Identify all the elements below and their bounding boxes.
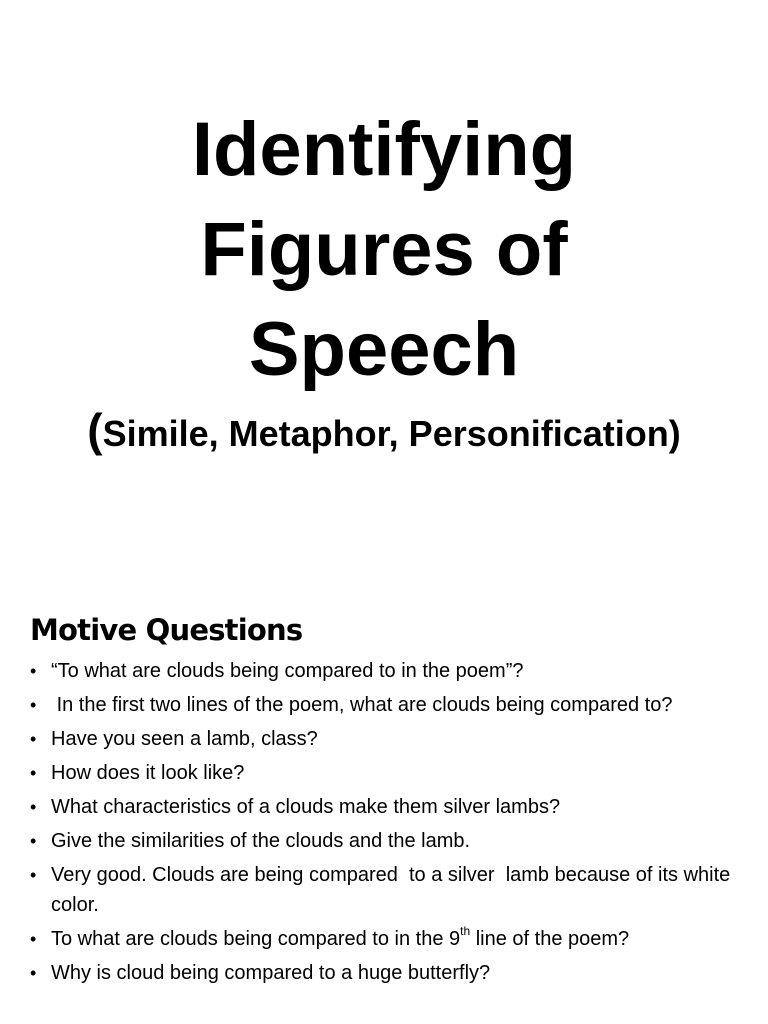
subtitle-text: Simile, Metaphor, Personification) [102, 413, 681, 454]
title-line-3: Speech [248, 307, 520, 392]
question-item [30, 656, 750, 686]
question-item [30, 924, 750, 954]
question-text: Give the similarities of the clouds and the lamb. [51, 830, 471, 852]
slide-title [0, 100, 768, 400]
slide-subtitle [0, 405, 768, 459]
bullet-icon: • [30, 661, 37, 681]
section-heading: Motive Questions [30, 613, 303, 647]
question-item [30, 758, 750, 788]
question-item [30, 860, 750, 920]
question-text: Very good. Clouds are being compared to a silver lamb because of its white color. [51, 864, 742, 916]
questions-slide [0, 580, 768, 1024]
bullet-icon: • [30, 695, 37, 715]
bullet-icon: • [30, 729, 37, 749]
bullet-icon: • [30, 865, 37, 885]
ordinal-suffix: th [460, 924, 471, 939]
bullet-icon: • [30, 963, 37, 983]
question-item [30, 792, 750, 822]
question-text: Have you seen a lamb, class? [51, 728, 318, 750]
question-item [30, 690, 750, 720]
bullet-icon: • [30, 929, 37, 949]
question-text: What characteristics of a clouds make them silver lambs? [51, 796, 561, 818]
question-text: To what are clouds being compared to in the 9 [51, 928, 461, 950]
title-line-1: Identifying [191, 107, 577, 192]
question-text-tail: line of the poem? [470, 928, 630, 950]
question-text: How does it look like? [51, 762, 245, 784]
question-text: In the first two lines of the poem, what are clouds being compared to? [51, 694, 673, 716]
question-item [30, 826, 750, 856]
question-item [30, 724, 750, 754]
bullet-icon: • [30, 797, 37, 817]
title-line-2: Figures of [200, 207, 568, 292]
bullet-icon: • [30, 831, 37, 851]
question-list [30, 656, 750, 992]
question-text: “To what are clouds being compared to in the poem”? [51, 660, 524, 682]
question-text: Why is cloud being compared to a huge butterfly? [51, 962, 491, 984]
subtitle-open-paren: ( [87, 404, 103, 456]
bullet-icon: • [30, 763, 37, 783]
question-item [30, 958, 750, 988]
